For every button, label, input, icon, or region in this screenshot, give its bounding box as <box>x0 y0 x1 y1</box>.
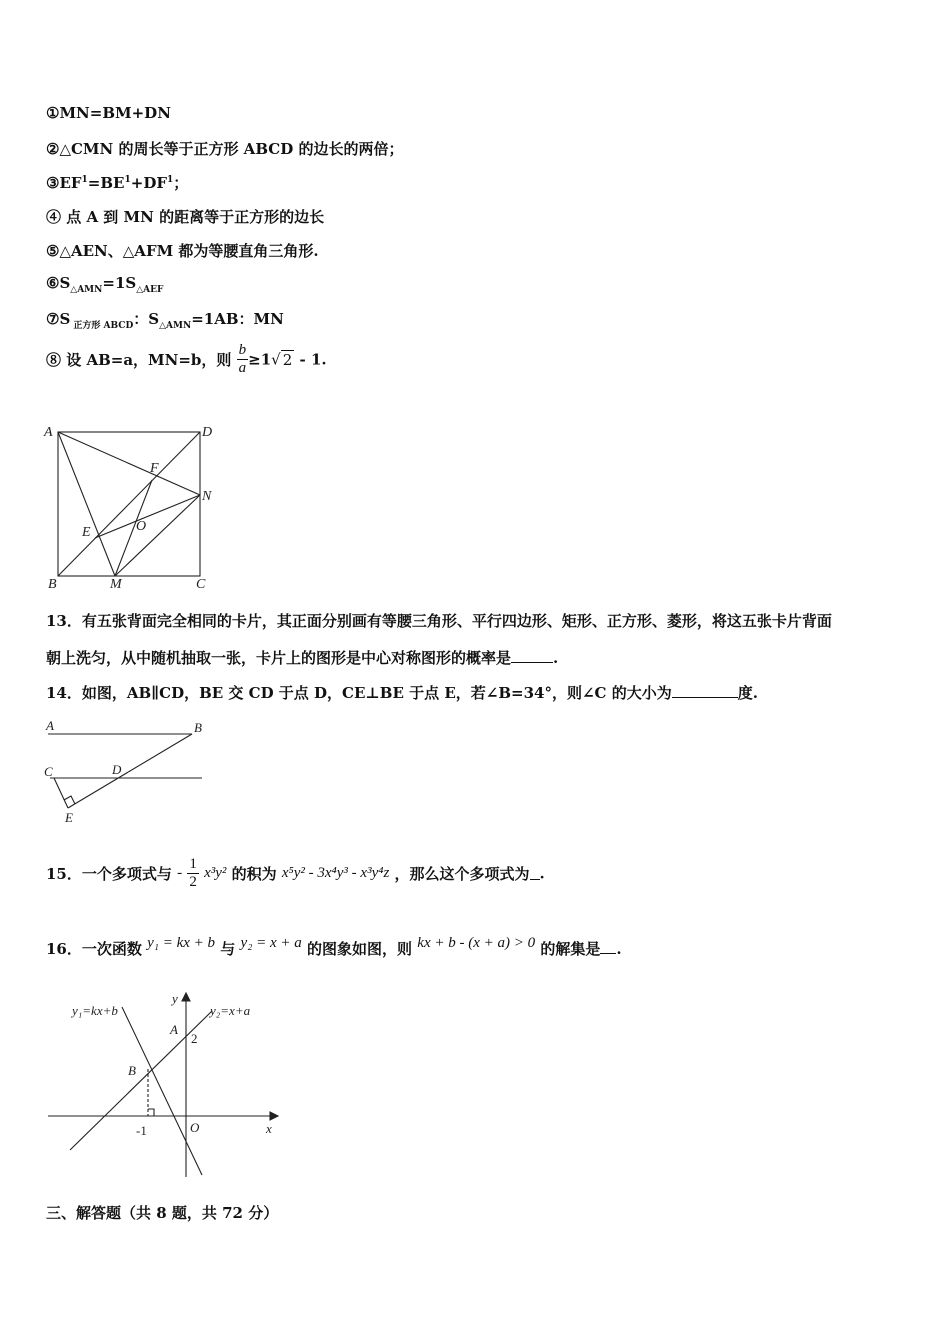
q15-product: x⁵y² - 3x⁴y³ - x³y⁴z <box>281 865 390 881</box>
statement-6-sub: △AEF <box>136 285 164 295</box>
q16-prefix: 16．一次函数 <box>46 940 142 958</box>
statement-3 <box>46 172 188 193</box>
figure-square-abcd <box>40 420 230 595</box>
statement-7-part: =1AB：MN <box>191 310 284 328</box>
statement-3-part: +DF <box>130 174 167 192</box>
sqrt-sign: √ <box>271 350 281 369</box>
statement-5: ⑤△AEN、△AFM 都为等腰直角三角形. <box>46 242 319 260</box>
q15-monomial: x³y² <box>204 865 227 881</box>
statement-3-part: ； <box>173 174 189 192</box>
statement-3-part: ③EF <box>46 174 82 192</box>
q16-end: . <box>616 940 622 958</box>
q15-mid: 的积为 <box>231 865 277 883</box>
label-B: B <box>48 577 57 592</box>
statement-3-sup: 1 <box>81 175 88 185</box>
segment-EN <box>95 495 200 538</box>
sqrt-radicand: 2 <box>282 351 293 369</box>
q14-answer-blank[interactable] <box>672 685 738 698</box>
label-C: C <box>196 577 206 592</box>
statement-2: ②△CMN 的周长等于正方形 ABCD 的边长的两倍； <box>46 140 404 158</box>
label-B: B <box>128 1063 136 1078</box>
segment-MN <box>115 495 200 576</box>
statement-8-part: - 1. <box>294 350 327 369</box>
label-C: C <box>44 764 53 779</box>
statement-8 <box>46 342 327 377</box>
q15-answer-blank[interactable] <box>530 867 540 880</box>
q16-inequality: kx + b - (x + a) > 0 <box>417 935 536 951</box>
q14-suffix: 度. <box>737 684 758 702</box>
q15-fraction-den: 2 <box>189 874 197 890</box>
y-axis-arrow <box>182 993 190 1001</box>
q16-and: 与 <box>220 940 236 958</box>
q13-period: . <box>553 649 559 667</box>
q16-line <box>46 935 622 959</box>
label-F: F <box>150 461 159 476</box>
q13-line2 <box>46 647 558 668</box>
label-y-axis: y <box>172 991 178 1006</box>
statement-6-part: =1S <box>102 274 137 292</box>
q15-end: . <box>539 864 545 883</box>
q15-fraction <box>187 856 199 891</box>
statement-3-sup: 1 <box>124 175 131 185</box>
q13-text: 朝上洗匀，从中随机抽取一张，卡片上的图形是中心对称图形的概率是 <box>46 649 512 667</box>
statement-7-sub: △AMN <box>159 321 192 331</box>
figure-linear-functions <box>40 985 290 1185</box>
x-axis-arrow <box>270 1112 278 1120</box>
fraction-denominator: a <box>238 360 247 376</box>
statement-6-sub: △AMN <box>70 285 103 295</box>
statement-1: ①MN=BM+DN <box>46 104 171 122</box>
label-D: D <box>112 762 122 777</box>
statement-7 <box>46 308 284 331</box>
label-E: E <box>82 525 91 540</box>
statement-4: ④ 点 A 到 MN 的距离等于正方形的边长 <box>46 208 325 226</box>
right-angle-mark <box>148 1109 154 1116</box>
statement-8-part: ⑧ 设 AB=a，MN=b，则 <box>46 351 232 369</box>
statement-3-sup: 1 <box>166 175 174 185</box>
label-M: M <box>110 577 122 592</box>
label-A: A <box>170 1022 178 1037</box>
fraction-b-over-a <box>237 342 249 377</box>
q14-line <box>46 682 758 703</box>
q14-text: 14．如图，AB∥CD，BE 交 CD 于点 D，CE⊥BE 于点 E，若∠B=34°，则∠C 的大小为 <box>46 684 672 702</box>
q16-function-1: y₁ = kx + b <box>147 935 216 951</box>
q16-suffix: 的解集是 <box>540 940 601 958</box>
label-B: B <box>194 720 202 735</box>
label-E: E <box>65 810 73 825</box>
statement-8-part: ≥1 <box>248 350 272 369</box>
statement-6-part: ⑥S <box>46 274 71 292</box>
fraction-numerator: b <box>238 342 247 358</box>
q16-function-2: y₂ = x + a <box>240 935 302 951</box>
label-y1: y₁=kx+b <box>72 1003 118 1018</box>
statement-6 <box>46 274 163 295</box>
q15-prefix: 15．一个多项式与 <box>46 865 172 883</box>
label-A: A <box>46 718 54 733</box>
q15-line <box>46 856 545 900</box>
segment-CE <box>54 778 68 808</box>
label-N: N <box>202 489 212 504</box>
label-x-axis: x <box>266 1121 272 1136</box>
label-minus-1: -1 <box>136 1123 147 1138</box>
label-A: A <box>44 425 53 440</box>
figure-parallel-lines <box>40 716 215 828</box>
section-3-heading: 三、解答题（共 8 题，共 72 分） <box>46 1204 279 1222</box>
q15-coef-sign: - <box>177 865 183 881</box>
segment-BE <box>68 734 192 808</box>
statement-3-part: =BE <box>87 174 125 192</box>
q13-line1: 13．有五张背面完全相同的卡片，其正面分别画有等腰三角形、平行四边形、矩形、正方形、菱形，将这五张卡片背面 <box>46 612 832 630</box>
label-O: O <box>136 519 147 534</box>
statement-7-part: ：S <box>133 310 160 328</box>
q15-fraction-num: 1 <box>189 856 197 872</box>
q13-answer-blank[interactable] <box>511 650 553 663</box>
statement-7-sub: 正方形 ABCD <box>70 321 134 331</box>
q16-answer-blank[interactable] <box>600 941 616 954</box>
label-2: 2 <box>191 1031 198 1046</box>
label-O: O <box>190 1120 200 1135</box>
statement-7-part: ⑦S <box>46 310 71 328</box>
q16-mid: 的图象如图，则 <box>307 940 413 958</box>
q15-suffix: ，那么这个多项式为 <box>394 865 530 883</box>
label-D: D <box>202 425 213 440</box>
label-y2: y₂=x+a <box>210 1003 251 1018</box>
